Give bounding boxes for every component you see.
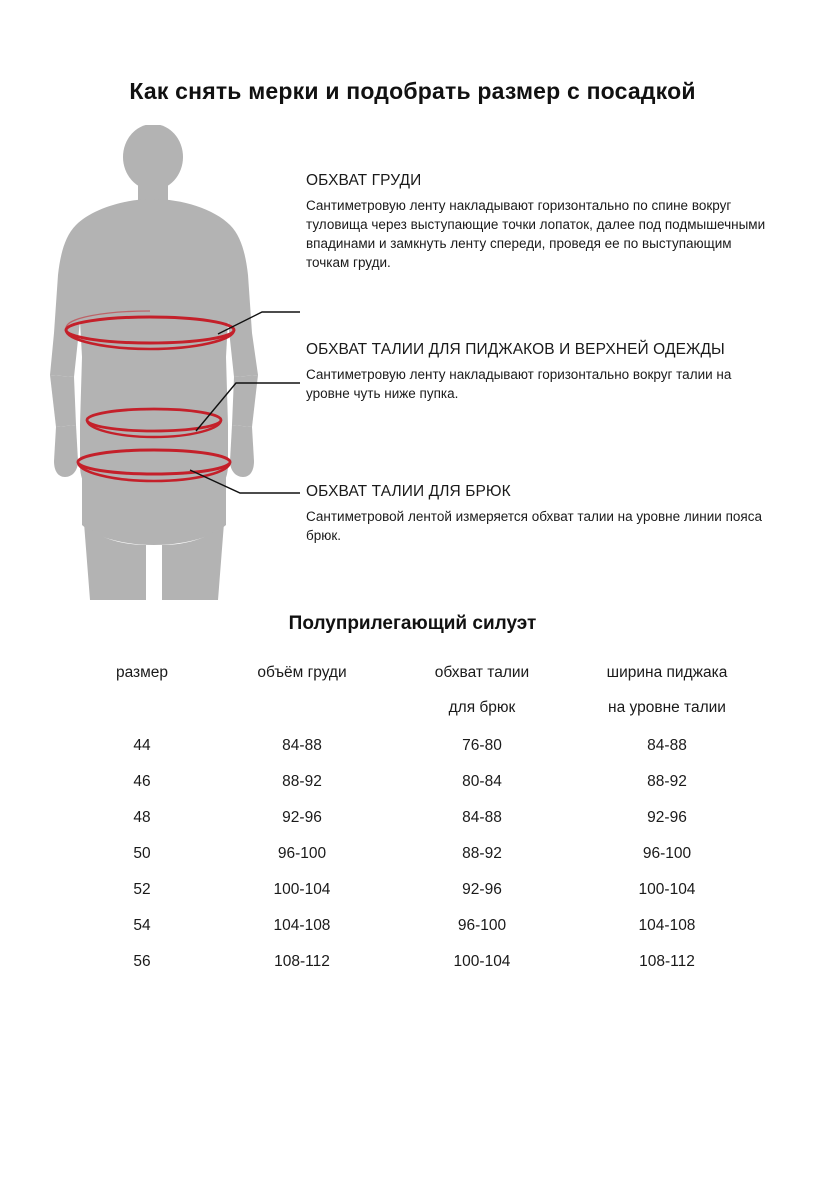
callout-chest-heading: ОБХВАТ ГРУДИ: [306, 172, 422, 189]
cell-waist: 88-92: [462, 845, 502, 862]
callout-waist-jacket-body: Сантиметровую ленту накладывают горизонтально вокруг талии на уровне чуть ниже пупка.: [306, 367, 732, 402]
cell-chest: 92-96: [282, 809, 322, 826]
cell-chest: 100-104: [273, 881, 331, 898]
cell-jacket-width: 108-112: [639, 953, 695, 970]
cell-jacket-width: 84-88: [647, 737, 687, 754]
cell-waist: 96-100: [457, 917, 507, 934]
cell-size: 44: [133, 737, 151, 754]
callout-waist-trousers-body: Сантиметровой лентой измеряется обхват талии на уровне линии пояса брюк.: [306, 509, 762, 544]
column-header-jacket-width: ширина пиджака: [606, 664, 728, 681]
table-row: [72, 836, 762, 872]
table-row: [72, 944, 762, 980]
cell-waist: 76-80: [462, 737, 502, 754]
cell-size: 50: [133, 845, 151, 862]
table-title: Полуприлегающий силуэт: [288, 613, 537, 634]
cell-waist: 100-104: [453, 953, 511, 970]
cell-jacket-width: 88-92: [647, 773, 687, 790]
cell-jacket-width: 92-96: [647, 809, 687, 826]
cell-size: 48: [133, 809, 151, 826]
cell-size: 46: [133, 773, 151, 790]
cell-size: 54: [133, 917, 151, 934]
male-torso-measurement-diagram: [20, 125, 300, 600]
table-row: [72, 908, 762, 944]
callout-waist-trousers-heading: ОБХВАТ ТАЛИИ ДЛЯ БРЮК: [306, 483, 511, 500]
cell-jacket-width: 100-104: [638, 881, 696, 898]
callout-waist-jacket-heading: ОБХВАТ ТАЛИИ ДЛЯ ПИДЖАКОВ И ВЕРХНЕЙ ОДЕЖДЫ: [306, 341, 725, 358]
column-header-chest: объём груди: [257, 664, 347, 681]
cell-size: 56: [133, 953, 151, 970]
cell-chest: 96-100: [277, 845, 327, 862]
cell-waist: 80-84: [462, 773, 502, 790]
cell-jacket-width: 104-108: [638, 917, 696, 934]
size-table: [72, 658, 762, 980]
table-header-row-1: [72, 658, 762, 688]
body-silhouette: [50, 125, 258, 600]
table-row: [72, 872, 762, 908]
column-subheader-size: [72, 688, 212, 728]
page-title: Как снять мерки и подобрать размер с посадкой: [129, 78, 696, 104]
column-subheader-waist: для брюк: [448, 699, 516, 716]
column-subheader-jacket-width: на уровне талии: [608, 699, 726, 716]
column-subheader-chest: [212, 688, 392, 728]
cell-waist: 92-96: [462, 881, 502, 898]
cell-size: 52: [133, 881, 151, 898]
column-header-waist: обхват талии: [434, 664, 530, 681]
cell-chest: 88-92: [282, 773, 322, 790]
table-row: [72, 728, 762, 764]
callout-chest-body: Сантиметровую ленту накладывают горизонтально по спине вокруг туловища через выступающие точки лопаток, далее под подмышечными впадинами и замкнуть ленту спереди, проведя ее по выступающим точкам груди.: [306, 198, 766, 271]
callout-waist-trousers: [306, 483, 771, 545]
cell-chest: 84-88: [282, 737, 322, 754]
cell-chest: 108-112: [274, 953, 330, 970]
cell-waist: 84-88: [462, 809, 502, 826]
callout-chest: [306, 172, 776, 273]
table-row: [72, 764, 762, 800]
table-header-row-2: [72, 688, 762, 728]
table-row: [72, 800, 762, 836]
cell-jacket-width: 96-100: [642, 845, 692, 862]
callout-waist-jacket: [306, 341, 766, 403]
column-header-size: размер: [115, 664, 169, 681]
cell-chest: 104-108: [273, 917, 331, 934]
